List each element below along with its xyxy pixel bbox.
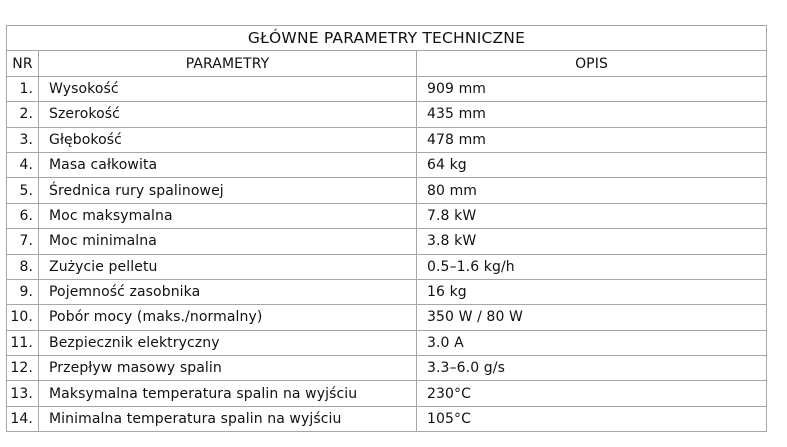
row-number: 12. xyxy=(7,356,39,381)
parameter-value: 0.5–1.6 kg/h xyxy=(417,254,767,279)
row-number: 1. xyxy=(7,76,39,101)
parameter-value: 909 mm xyxy=(417,76,767,101)
table-row xyxy=(7,279,767,304)
parameter-name: Szerokość xyxy=(39,102,417,127)
title-row xyxy=(7,26,767,51)
row-number: 5. xyxy=(7,178,39,203)
parameter-name: Maksymalna temperatura spalin na wyjściu xyxy=(39,381,417,406)
table-row xyxy=(7,330,767,355)
table-row xyxy=(7,102,767,127)
row-number: 14. xyxy=(7,406,39,431)
parameter-value: 7.8 kW xyxy=(417,203,767,228)
table-row xyxy=(7,254,767,279)
table-row xyxy=(7,305,767,330)
column-header-opis: OPIS xyxy=(417,51,767,76)
parameter-value: 435 mm xyxy=(417,102,767,127)
parameter-name: Wysokość xyxy=(39,76,417,101)
row-number: 3. xyxy=(7,127,39,152)
table-row xyxy=(7,127,767,152)
row-number: 2. xyxy=(7,102,39,127)
parameter-name: Przepływ masowy spalin xyxy=(39,356,417,381)
parameter-value: 350 W / 80 W xyxy=(417,305,767,330)
parameter-value: 230°C xyxy=(417,381,767,406)
parameter-value: 105°C xyxy=(417,406,767,431)
parameter-name: Głębokość xyxy=(39,127,417,152)
table-row xyxy=(7,381,767,406)
parameter-name: Zużycie pelletu xyxy=(39,254,417,279)
row-number: 10. xyxy=(7,305,39,330)
parameter-value: 80 mm xyxy=(417,178,767,203)
column-header-parametry: PARAMETRY xyxy=(39,51,417,76)
column-header-nr: NR xyxy=(7,51,39,76)
table-row xyxy=(7,356,767,381)
parameter-name: Minimalna temperatura spalin na wyjściu xyxy=(39,406,417,431)
row-number: 7. xyxy=(7,229,39,254)
parameter-value: 64 kg xyxy=(417,152,767,177)
table-body xyxy=(7,76,767,431)
row-number: 11. xyxy=(7,330,39,355)
parameter-name: Średnica rury spalinowej xyxy=(39,178,417,203)
parameter-value: 3.0 A xyxy=(417,330,767,355)
table-row xyxy=(7,152,767,177)
technical-parameters-table xyxy=(6,25,767,432)
parameter-name: Pojemność zasobnika xyxy=(39,279,417,304)
table-row xyxy=(7,178,767,203)
header-row xyxy=(7,51,767,76)
row-number: 6. xyxy=(7,203,39,228)
table-row xyxy=(7,229,767,254)
parameter-value: 478 mm xyxy=(417,127,767,152)
row-number: 8. xyxy=(7,254,39,279)
parameter-name: Bezpiecznik elektryczny xyxy=(39,330,417,355)
parameter-value: 3.3–6.0 g/s xyxy=(417,356,767,381)
parameter-name: Moc minimalna xyxy=(39,229,417,254)
row-number: 13. xyxy=(7,381,39,406)
table-title: GŁÓWNE PARAMETRY TECHNICZNE xyxy=(7,26,767,51)
parameter-value: 16 kg xyxy=(417,279,767,304)
table-row xyxy=(7,406,767,431)
parameter-name: Pobór mocy (maks./normalny) xyxy=(39,305,417,330)
row-number: 4. xyxy=(7,152,39,177)
parameter-name: Moc maksymalna xyxy=(39,203,417,228)
table-row xyxy=(7,203,767,228)
row-number: 9. xyxy=(7,279,39,304)
parameter-value: 3.8 kW xyxy=(417,229,767,254)
table-row xyxy=(7,76,767,101)
parameter-name: Masa całkowita xyxy=(39,152,417,177)
